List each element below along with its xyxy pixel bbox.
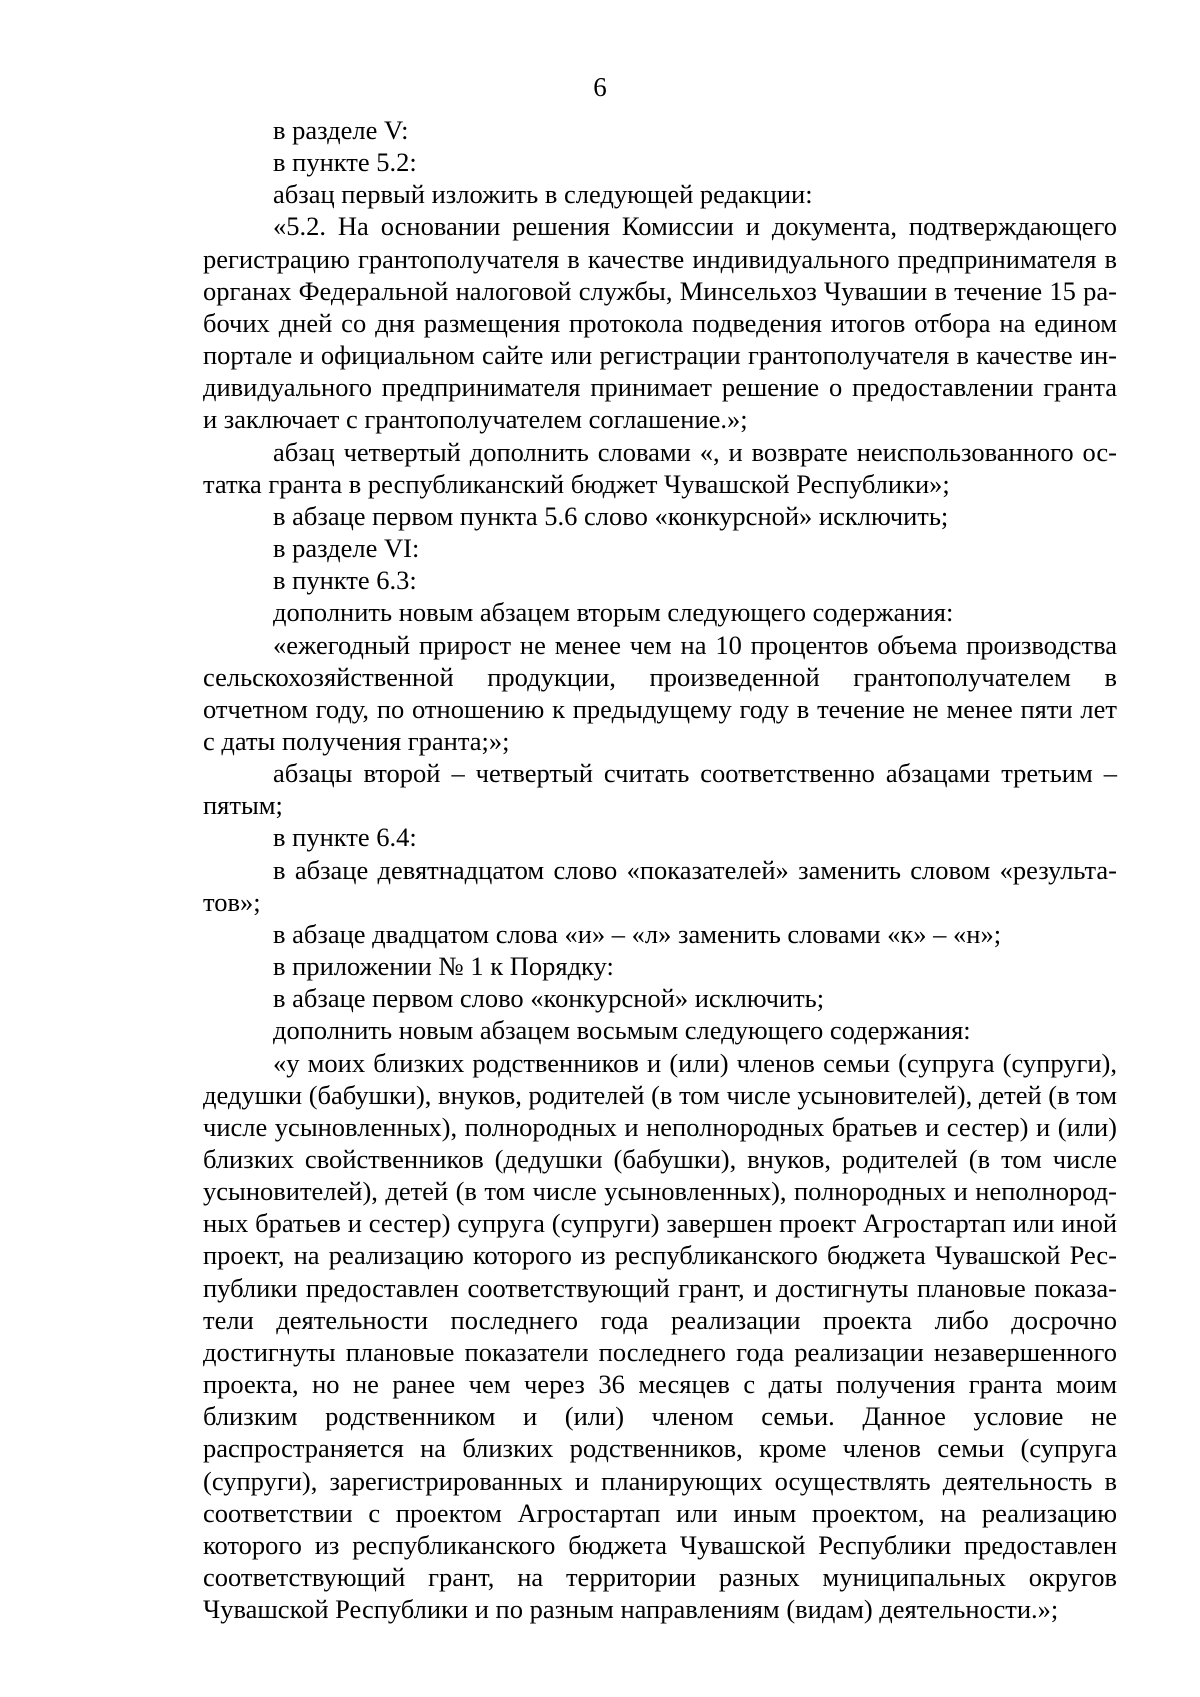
paragraph: «5.2. На основании решения Комиссии и документа, подтверждающего регистрацию грантополучателя в качестве индивидуального предпринимателя в органах Федеральной налоговой службы, Минсельхоз Чувашии в течение 15 рабочих дней со дня размещения протокола подведения итогов отбора на едином портале и официальном сайте или регистрации грантополучателя в качестве индивидуального предпринимателя принимает решение о предоставлении гранта и заключает с грантополучателем соглашение.»;	[203, 211, 1117, 435]
paragraph: в разделе V:	[273, 115, 409, 145]
paragraph: в абзаце девятнадцатом слово «показателей» заменить словом «результатов»;	[203, 854, 1117, 917]
paragraph: «у моих близких родственников и (или) членов семьи (супруга (супруги), дедушки (бабушки), внуков, родителей (в том числе усыновителей), детей (в том числе усыновленных), полнородных и неполнородных братьев и сестер) и (или) близких свойственников (дедушки (бабушки), внуков, родителей (в том числе усыновителей), детей (в том числе усыновленных), полнородных и неполнородных братьев и сестер) супруга (супруги) завершен проект Агростартап или иной проект, на реализацию которого из республиканского бюджета Чувашской Республики предоставлен соответствующий грант, и достигнуты плановые показатели деятельности последнего года реализации проекта либо досрочно достигнуты плановые показатели последнего года реализации незавершенного проекта, но не ранее чем через 36 месяцев с даты получения гранта моим близким родственником и (или) членом семьи. Данное условие не распространяется на близких родственников, кроме членов семьи (супруга (супруги), зарегистрированных и планирующих осуществлять деятельность в соответствии с проектом Агростартап или иным проектом, на реализацию которого из республиканского бюджета Чувашской Республики предоставлен соответствующий грант, на территории разных муниципальных округов Чувашской Республики и по разным направлениям (видам) деятельности.»;	[203, 1047, 1117, 1625]
paragraph: в пункте 5.2:	[273, 147, 417, 178]
paragraph: «ежегодный прирост не менее чем на 10 процентов объема производства сельскохозяйственной продукции, произведенной грантополучателем в отчетном году, по отношению к предыдущему году в течение не менее пяти лет с даты получения гранта;»;	[203, 629, 1117, 756]
paragraph: в разделе VI:	[273, 533, 420, 564]
paragraph: абзац первый изложить в следующей редакции:	[273, 179, 813, 210]
paragraph: в абзаце первом слово «конкурсной» исключить;	[273, 983, 825, 1014]
paragraph: дополнить новым абзацем вторым следующего содержания:	[273, 597, 954, 628]
document-body	[203, 114, 1117, 1625]
paragraph: в абзаце двадцатом слова «и» – «л» заменить словами «к» – «н»;	[273, 918, 1002, 949]
paragraph: дополнить новым абзацем восьмым следующего содержания:	[273, 1015, 971, 1046]
paragraph: в приложении № 1 к Порядку:	[273, 951, 614, 982]
paragraph: абзац четвертый дополнить словами «, и возврате неиспользованного остатка гранта в республиканский бюджет Чувашской Республики»;	[203, 436, 1117, 499]
paragraph: в пункте 6.3:	[273, 565, 417, 596]
paragraph: в пункте 6.4:	[273, 822, 417, 853]
page-number: 6	[593, 72, 607, 102]
paragraph: абзацы второй – четвертый считать соответственно абзацами третьим – пятым;	[203, 758, 1117, 821]
paragraph: в абзаце первом пункта 5.6 слово «конкурсной» исключить;	[273, 500, 949, 531]
